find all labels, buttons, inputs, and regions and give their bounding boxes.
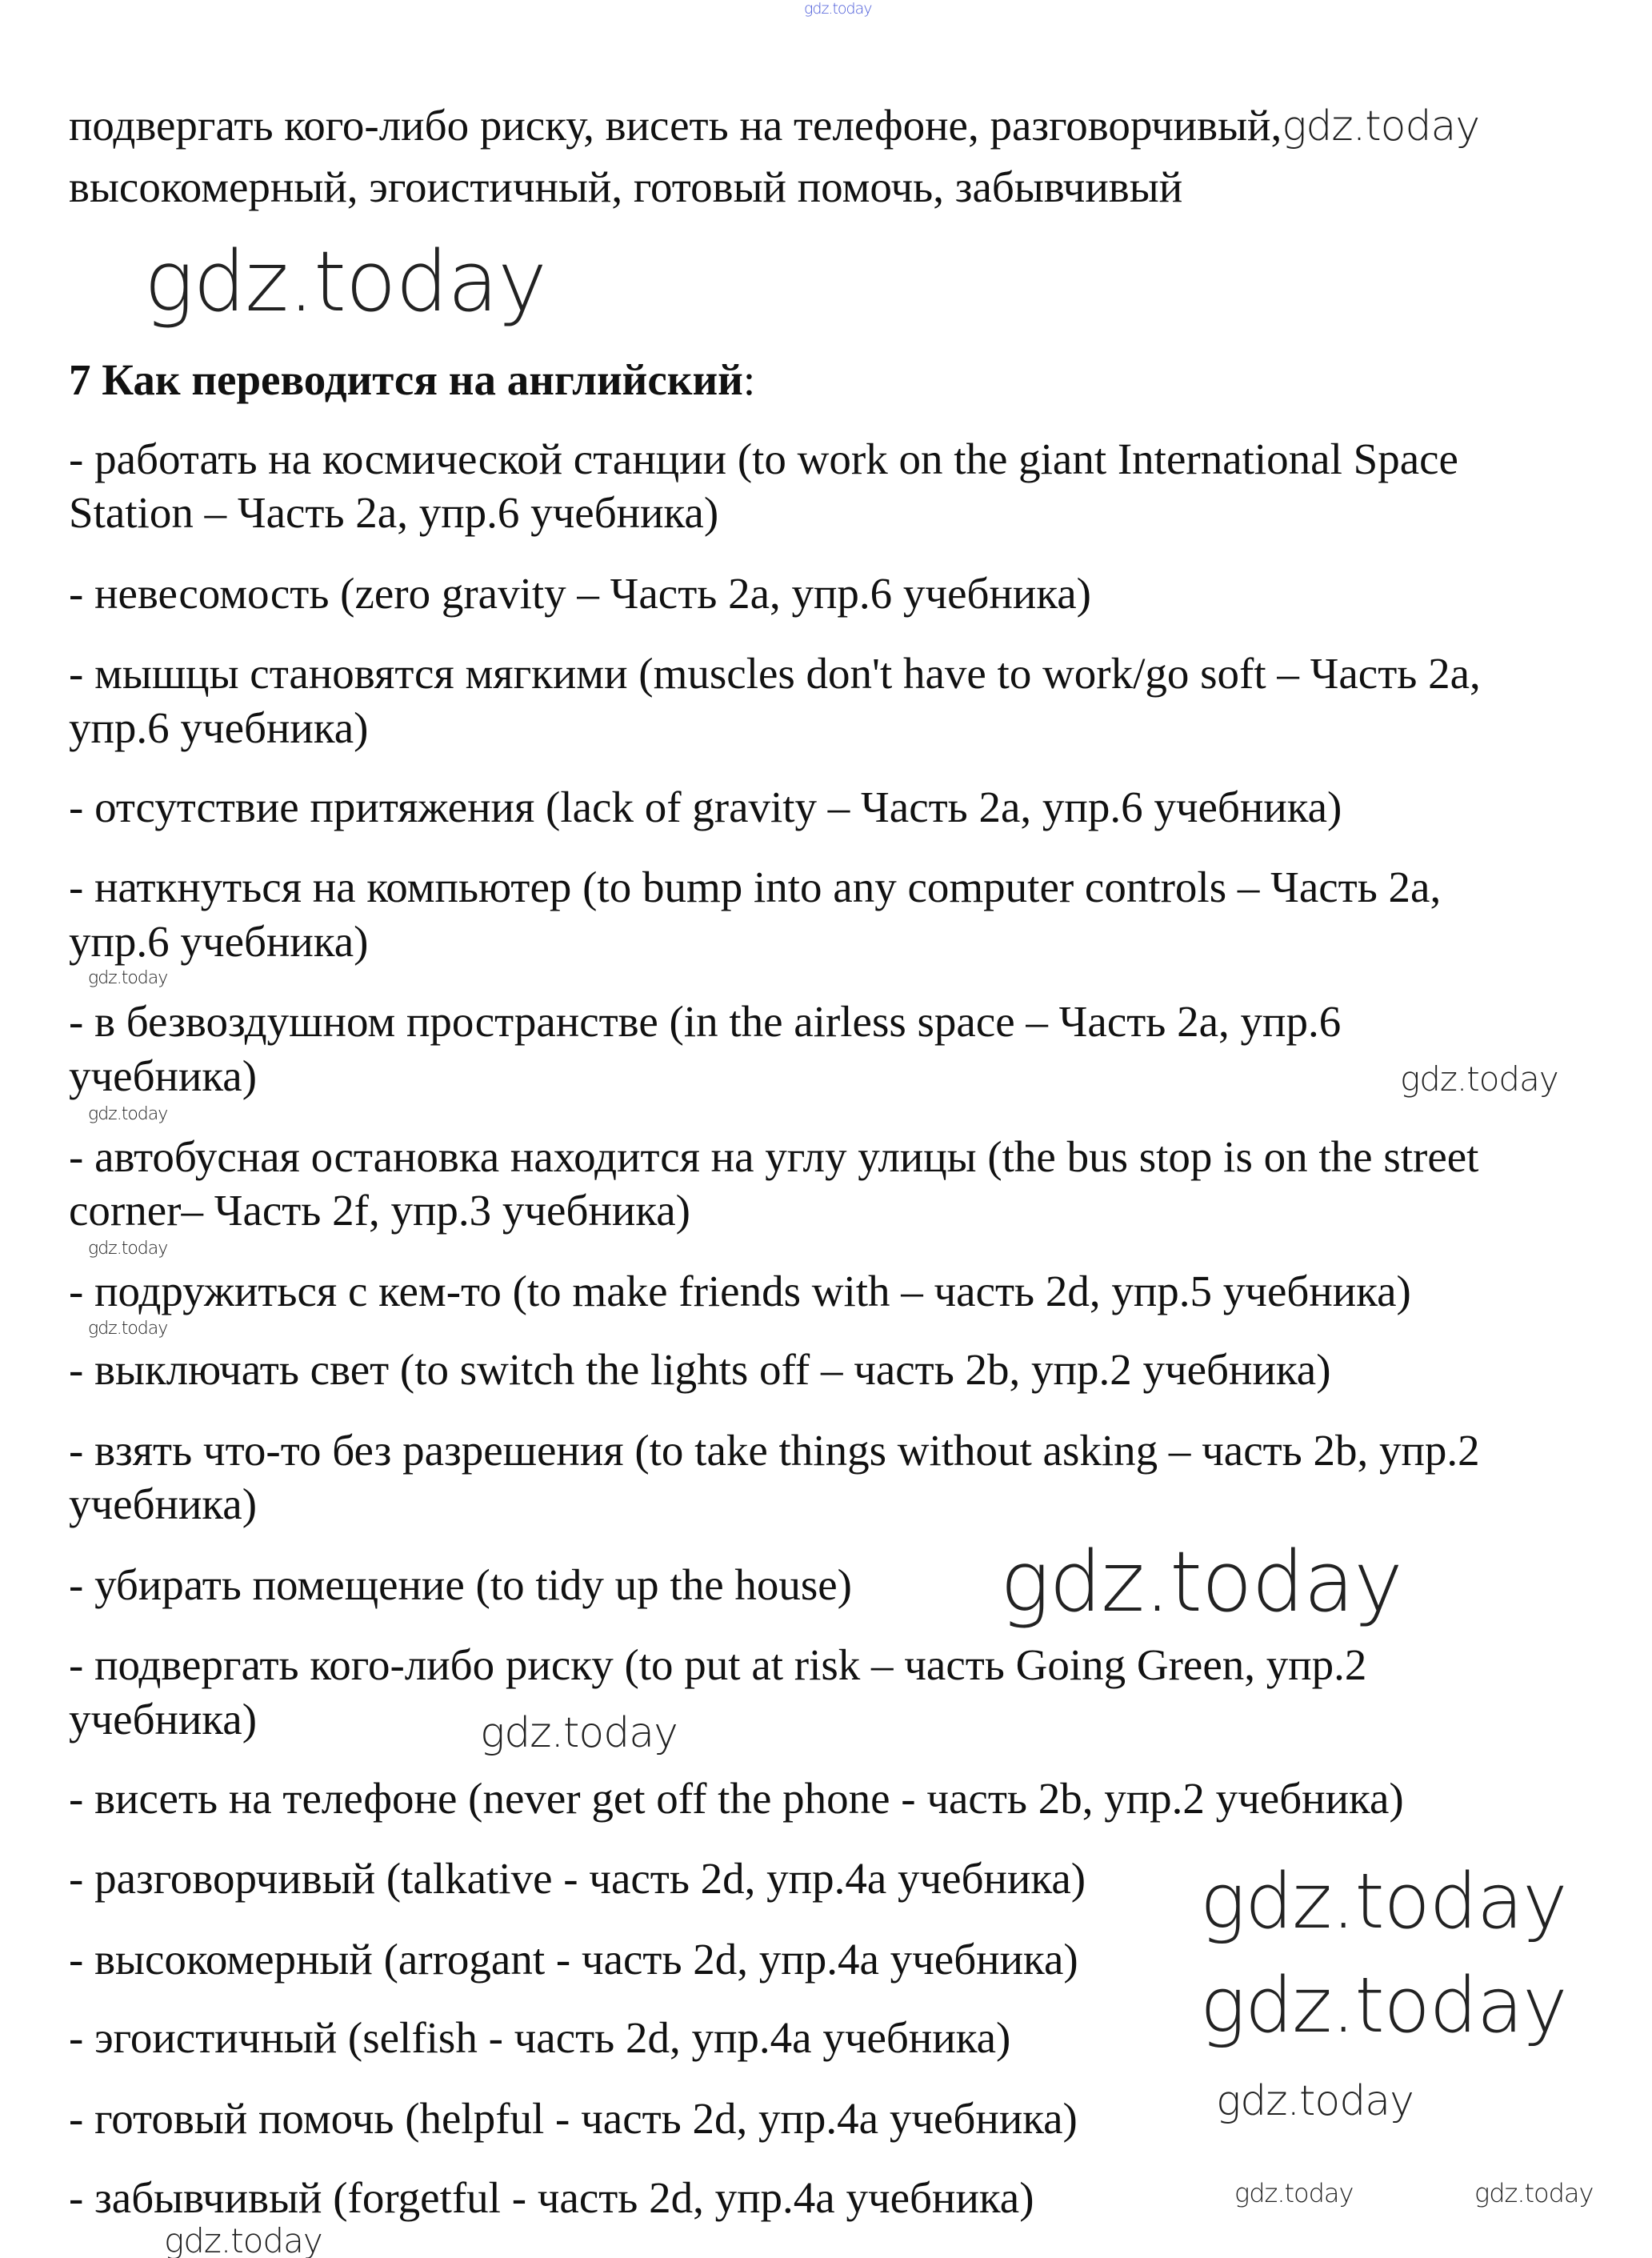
watermark: gdz.today (1200, 1858, 1567, 1946)
list-item-line: учебника) (69, 1695, 258, 1744)
list-item-line: - выключать свет (to switch the lights off – часть 2b, упр.2 учебника) (69, 1345, 1331, 1394)
list-item-line: - наткнуться на компьютер (to bump into any computer controls – Часть 2a, (69, 863, 1442, 911)
list-item-line: Station – Часть 2a, упр.6 учебника) (69, 488, 719, 537)
list-item-line: учебника) (69, 1051, 258, 1100)
watermark: gdz.today (1282, 102, 1480, 150)
list-item-line: corner– Часть 2f, упр.3 учебника) (69, 1186, 690, 1235)
list-item-line: - забывчивый (forgetful - часть 2d, упр.4a учебника) (69, 2173, 1034, 2222)
list-item-line: - подружиться с кем-то (to make friends with – часть 2d, упр.5 учебника) (69, 1267, 1411, 1315)
watermark: gdz.today (1400, 1059, 1558, 1099)
heading-bold: 7 Как переводится на английский (69, 355, 743, 404)
list-item-line: упр.6 учебника) (69, 917, 369, 966)
list-item-line: - мышцы становятся мягкими (muscles don't have to work/go soft – Часть 2a, (69, 649, 1481, 698)
list-item-line: - отсутствие притяжения (lack of gravity – Часть 2a, упр.6 учебника) (69, 783, 1342, 831)
watermark: gdz.today (1200, 1962, 1567, 2050)
watermark: gdz.today (1234, 2178, 1354, 2208)
watermark: gdz.today (1000, 1533, 1402, 1631)
list-item-line: - эгоистичный (selfish - часть 2d, упр.4a учебника) (69, 2013, 1011, 2062)
list-item-line: учебника) (69, 1479, 258, 1528)
watermark: gdz.today (88, 1319, 168, 1339)
list-item-line: - работать на космической станции (to work on the giant International Space (69, 434, 1458, 483)
list-item-line: - высокомерный (arrogant - часть 2d, упр.4a учебника) (69, 1935, 1078, 1984)
list-item-line: - готовый помочь (helpful - часть 2d, упр.4a учебника) (69, 2094, 1078, 2143)
list-item-line: - висеть на телефоне (never get off the phone - часть 2b, упр.2 учебника) (69, 1774, 1404, 1823)
watermark: gdz.today (144, 233, 546, 330)
intro-text: подвергать кого-либо риску, висеть на телефоне, разговорчивый, (69, 101, 1282, 150)
watermark: gdz.today (88, 968, 168, 988)
watermark: gdz.today (88, 1239, 168, 1259)
list-item-line: - автобусная остановка находится на углу улицы (the bus stop is on the street (69, 1132, 1479, 1181)
watermark: gdz.today (164, 2221, 322, 2258)
intro-line (69, 100, 1479, 151)
list-item-line: упр.6 учебника) (69, 703, 369, 752)
list-item-line: - убирать помещение (to tidy up the house) (69, 1560, 852, 1609)
watermark: gdz.today (1216, 2077, 1414, 2125)
list-item-line: - взять что-то без разрешения (to take things without asking – часть 2b, упр.2 (69, 1426, 1480, 1475)
watermark: gdz.today (88, 1104, 168, 1124)
list-item-line: - разговорчивый (talkative - часть 2d, упр.4a учебника) (69, 1854, 1086, 1903)
list-item-line: - невесомость (zero gravity – Часть 2a, упр.6 учебника) (69, 569, 1091, 618)
section-heading (69, 354, 755, 406)
list-item-line: - подвергать кого-либо риску (to put at risk – часть Going Green, упр.2 (69, 1640, 1367, 1689)
heading-colon: : (742, 355, 756, 404)
list-item-line: - в безвоздушном пространстве (in the airless space – Часть 2a, упр.6 (69, 997, 1342, 1046)
intro-line: высокомерный, эгоистичный, готовый помочь, забывчивый (69, 162, 1183, 211)
watermark: gdz.today (480, 1709, 678, 1757)
watermark: gdz.today (804, 0, 872, 18)
watermark: gdz.today (1474, 2178, 1594, 2208)
